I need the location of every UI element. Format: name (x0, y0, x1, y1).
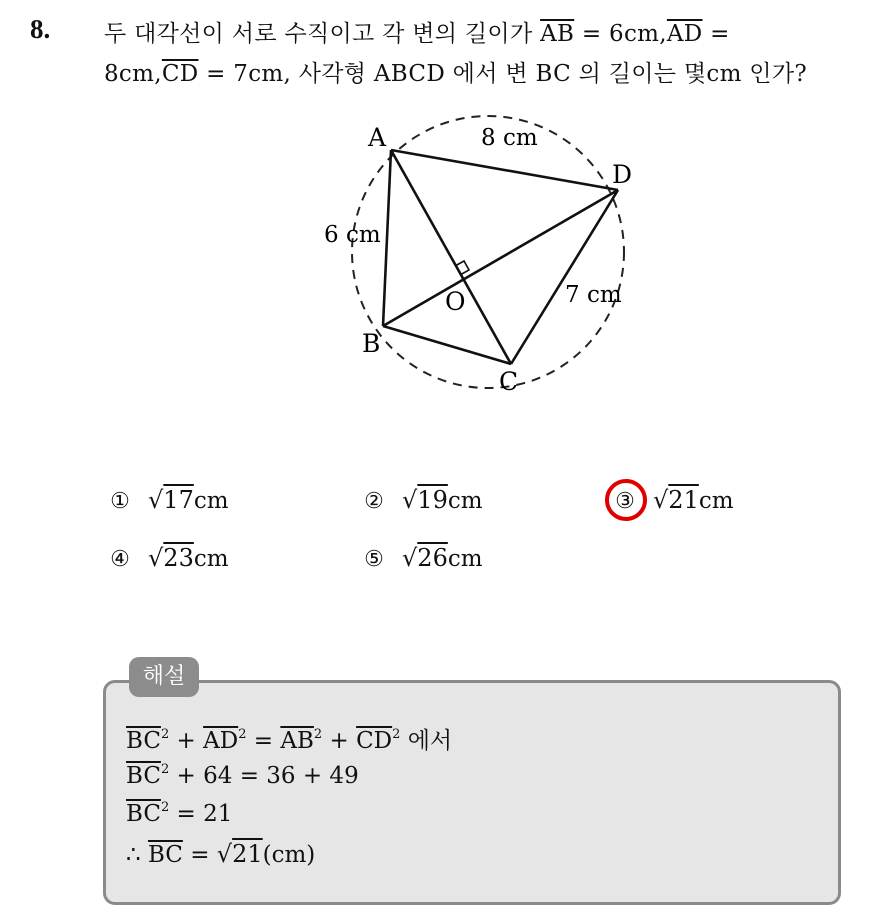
vertex-label-b: B (362, 329, 381, 358)
circumscribed-circle (352, 116, 624, 388)
edge-label-cd: 7 cm (565, 282, 622, 308)
solution-line-4: ∴ $\overline{BC} = √21(cm)$ (126, 840, 316, 868)
side-ad (391, 150, 618, 190)
center-label-o: O (445, 287, 466, 316)
vertex-label-a: A (368, 123, 387, 152)
side-ab (383, 150, 391, 326)
vertex-label-c: C (499, 367, 519, 396)
question-number: 8. (30, 14, 51, 44)
solution-tab: 해설 (129, 657, 199, 697)
solution-line-3: $\overline{BC}^2 = 21$ (126, 800, 233, 827)
side-cd (511, 190, 618, 364)
diagonal-ac (391, 150, 511, 364)
selected-answer-mark (605, 479, 647, 521)
choice-3[interactable]: ③ √21cm (615, 486, 734, 514)
solution-box (103, 680, 841, 905)
choice-2[interactable]: ② √19cm (364, 486, 483, 514)
choice-1[interactable]: ① √17cm (110, 486, 229, 514)
question-line-2: $8cm,\overline{CD} = 7cm$, 사각형 ABCD 에서 변 BC 의 길이는 몇cm 인가? (104, 61, 807, 87)
choice-5[interactable]: ⑤ √26cm (364, 544, 483, 572)
question-line-1: 두 대각선이 서로 수직이고 각 변의 길이가 $\overline{AB} = 6cm,\overline{AD}$ = (104, 21, 730, 47)
vertex-label-d: D (612, 160, 633, 189)
edge-label-ad: 8 cm (481, 125, 538, 151)
solution-line-1: $\overline{BC}^2 + \overline{AD}^2 = \overline{AB}^2 + \overline{CD}^2$ 에서 (126, 727, 453, 754)
solution-line-2: $\overline{BC}^2 + 64 = 36 + 49$ (126, 762, 359, 789)
choice-4[interactable]: ④ √23cm (110, 544, 229, 572)
edge-label-ab: 6 cm (324, 222, 381, 248)
